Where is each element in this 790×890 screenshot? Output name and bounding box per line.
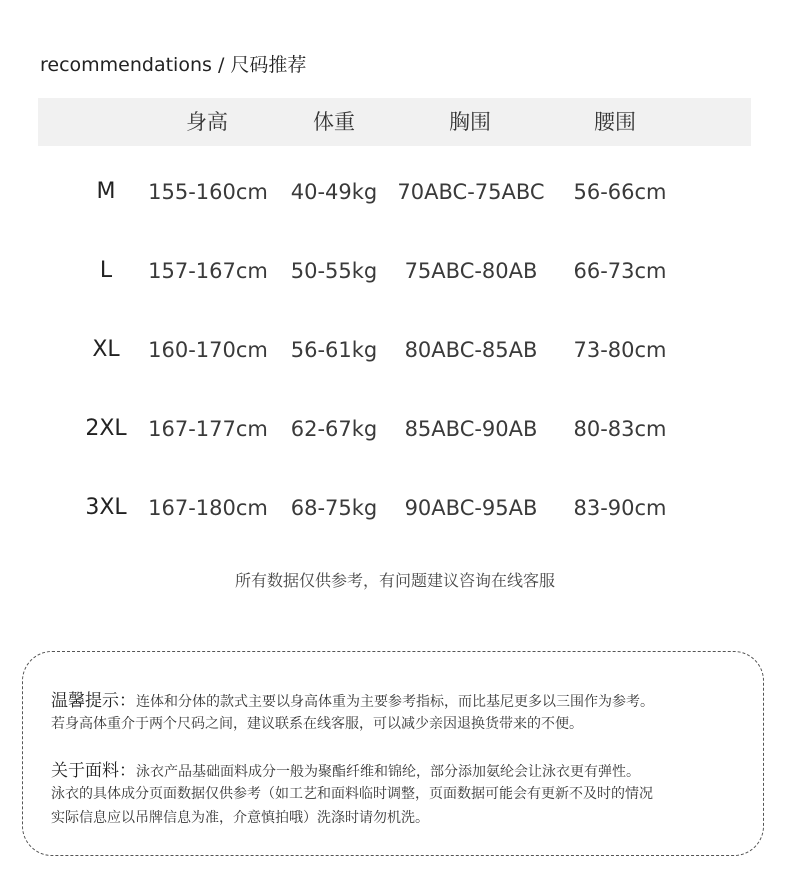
waist-value: 66-73cm <box>573 259 667 283</box>
chest-value: 90ABC-95AB <box>404 496 538 520</box>
fabric-tip-text-2: 泳衣的具体成分页面数据仅供参考（如工艺和面料临时调整，页面数据可能会有更新不及时的情况 <box>51 786 653 802</box>
size-label: L <box>99 258 113 283</box>
table-row <box>0 172 790 212</box>
warm-tip-heading: 温馨提示： <box>51 691 136 711</box>
height-value: 157-167cm <box>148 259 268 283</box>
size-label: 3XL <box>85 495 127 520</box>
data-notice: 所有数据仅供参考，有问题建议咨询在线客服 <box>234 571 555 590</box>
weight-value: 50-55kg <box>290 259 378 283</box>
table-row <box>0 330 790 370</box>
waist-value: 80-83cm <box>573 417 667 441</box>
chest-value: 70ABC-75ABC <box>397 180 545 204</box>
header-waist: 腰围 <box>594 110 636 134</box>
weight-value: 56-61kg <box>290 338 378 362</box>
waist-value: 83-90cm <box>573 496 667 520</box>
header-chest: 胸围 <box>449 110 491 134</box>
size-label: 2XL <box>85 416 127 441</box>
chest-value: 80ABC-85AB <box>404 338 538 362</box>
waist-value: 56-66cm <box>573 180 667 204</box>
chest-value: 75ABC-80AB <box>404 259 538 283</box>
height-value: 155-160cm <box>148 180 268 204</box>
size-label: XL <box>92 337 120 362</box>
warm-tip-text-1: 连体和分体的款式主要以身高体重为主要参考指标，而比基尼更多以三围作为参考。 <box>136 694 654 710</box>
page-title: recommendations / 尺码推荐 <box>40 54 307 76</box>
weight-value: 62-67kg <box>290 417 378 441</box>
fabric-tip-text-1: 泳衣产品基础面料成分一般为聚酯纤维和锦纶，部分添加氨纶会让泳衣更有弹性。 <box>136 764 640 780</box>
warm-tip-text-2: 若身高体重介于两个尺码之间，建议联系在线客服，可以减少亲因退换货带来的不便。 <box>51 716 583 732</box>
weight-value: 40-49kg <box>290 180 378 204</box>
weight-value: 68-75kg <box>290 496 378 520</box>
size-label: M <box>96 179 116 204</box>
warm-tip-line-1 <box>51 686 654 711</box>
height-value: 160-170cm <box>148 338 268 362</box>
fabric-tip-heading: 关于面料： <box>51 761 136 781</box>
table-row <box>0 488 790 528</box>
header-height: 身高 <box>186 110 228 134</box>
waist-value: 73-80cm <box>573 338 667 362</box>
table-header <box>38 98 751 146</box>
fabric-tip-line-1 <box>51 756 640 781</box>
height-value: 167-177cm <box>148 417 268 441</box>
header-weight: 体重 <box>313 110 355 134</box>
table-row <box>0 251 790 291</box>
chest-value: 85ABC-90AB <box>404 417 538 441</box>
height-value: 167-180cm <box>148 496 268 520</box>
fabric-tip-text-3: 实际信息应以吊牌信息为准，介意慎拍哦）洗涤时请勿机洗。 <box>51 810 429 826</box>
table-row <box>0 409 790 449</box>
